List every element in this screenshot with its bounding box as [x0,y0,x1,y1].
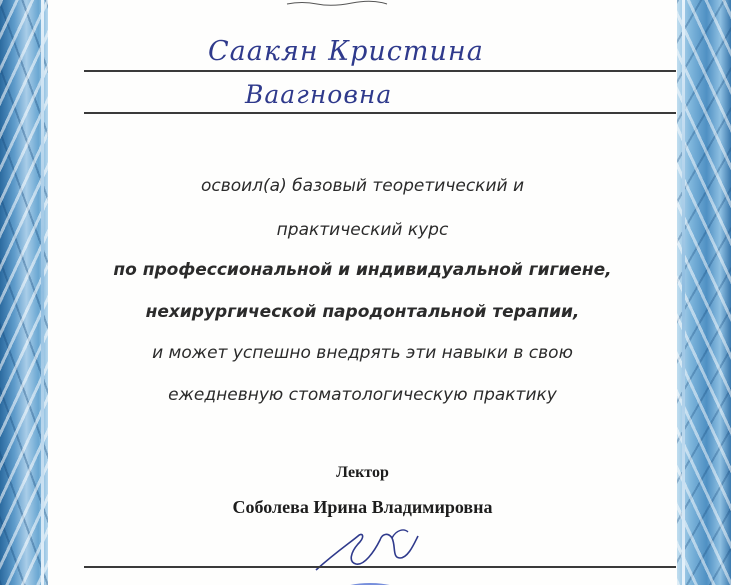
frame-right-border [677,0,731,585]
course-line-1: освоил(а) базовый теоретический и [200,176,525,196]
student-patronymic-handwritten: Ваагновна [245,80,393,109]
name-underline-2 [84,112,676,114]
course-line-2: практический курс [276,220,449,240]
course-line-3: по профессиональной и индивидуальной гигиене, [113,260,612,280]
lector-name: Соболева Ирина Владимировна [232,497,493,517]
lector-label: Лектор [336,464,389,481]
stamp-fragment [315,568,425,585]
student-name-handwritten: Саакян Кристина [208,36,484,67]
top-handwriting-fragment [282,0,392,6]
course-line-6: ежедневную стоматологическую практику [168,385,557,405]
frame-left-border [0,0,48,585]
name-underline-1 [84,70,676,72]
course-line-4: нехирургической пародонтальной терапии, [145,302,580,322]
course-line-5: и может успешно внедрять эти навыки в свою [152,343,573,363]
